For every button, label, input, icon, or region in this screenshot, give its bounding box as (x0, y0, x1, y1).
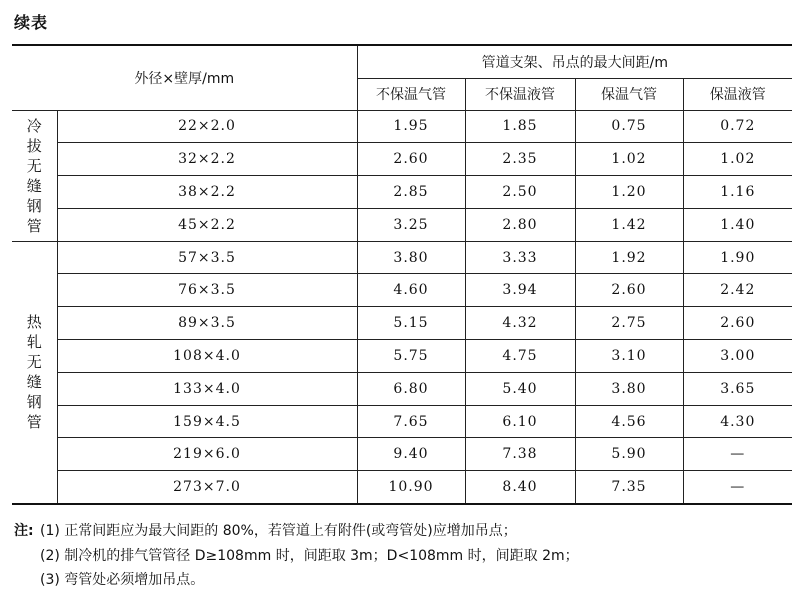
spacing-value-cell: 1.42 (575, 208, 683, 241)
spacing-value-cell: 3.65 (683, 372, 792, 405)
spacing-value-cell: 4.75 (465, 340, 575, 373)
spacing-value-cell: 5.40 (465, 372, 575, 405)
size-cell: 45×2.2 (57, 208, 357, 241)
table-row (12, 176, 792, 209)
note-item: (1) 正常间距应为最大间距的 80%，若管道上有附件(或弯管处)应增加吊点； (40, 523, 517, 539)
spacing-value-cell: 3.00 (683, 340, 792, 373)
size-cell: 76×3.5 (57, 274, 357, 307)
spacing-value-cell: 3.10 (575, 340, 683, 373)
column-header-uninsulated-gas: 不保温气管 (357, 78, 465, 110)
spacing-value-cell: 2.50 (465, 176, 575, 209)
spacing-value-cell: 6.80 (357, 372, 465, 405)
spacing-value-cell: 7.38 (465, 438, 575, 471)
spacing-value-cell: 4.32 (465, 307, 575, 340)
spacing-value-cell: — (683, 438, 792, 471)
spacing-value-cell: 1.95 (357, 110, 465, 143)
spacing-value-cell: 2.85 (357, 176, 465, 209)
spacing-value-cell: — (683, 471, 792, 504)
spacing-value-cell: 3.25 (357, 208, 465, 241)
pipe-type-label-char: 缝 (26, 176, 42, 195)
pipe-type-label-char: 冷 (26, 116, 42, 135)
note-item: (3) 弯管处必须增加吊点。 (40, 572, 205, 588)
size-cell: 159×4.5 (57, 405, 357, 438)
size-cell: 108×4.0 (57, 340, 357, 373)
spacing-value-cell: 2.42 (683, 274, 792, 307)
spacing-value-cell: 5.90 (575, 438, 683, 471)
spacing-value-cell: 2.35 (465, 143, 575, 176)
spacing-value-cell: 5.15 (357, 307, 465, 340)
table-caption: 续表 (14, 13, 49, 32)
spacing-value-cell: 1.40 (683, 208, 792, 241)
notes (40, 519, 579, 593)
pipe-type-label (12, 241, 57, 503)
size-cell: 89×3.5 (57, 307, 357, 340)
pipe-type-label-char: 拔 (26, 136, 42, 155)
pipe-type-label-char: 无 (26, 156, 42, 175)
table-row (12, 307, 792, 340)
pipe-type-label-char: 钢 (26, 196, 42, 215)
pipe-type-label-char: 缝 (26, 373, 42, 392)
size-column-header: 外径×壁厚/mm (12, 45, 357, 110)
spacing-value-cell: 2.60 (357, 143, 465, 176)
size-cell: 133×4.0 (57, 372, 357, 405)
spacing-value-cell: 9.40 (357, 438, 465, 471)
pipe-type-label-char: 钢 (26, 393, 42, 412)
spacing-value-cell: 1.92 (575, 241, 683, 274)
table-row (12, 208, 792, 241)
spacing-value-cell: 0.72 (683, 110, 792, 143)
spacing-value-cell: 8.40 (465, 471, 575, 504)
pipe-support-spacing-table (12, 44, 792, 505)
column-header-insulated-liquid: 保温液管 (683, 78, 792, 110)
spacing-value-cell: 2.80 (465, 208, 575, 241)
pipe-type-label-char: 无 (26, 353, 42, 372)
spacing-group-header: 管道支架、吊点的最大间距/m (357, 45, 792, 78)
spacing-value-cell: 1.02 (575, 143, 683, 176)
pipe-type-label-char: 热 (26, 313, 42, 332)
spacing-value-cell: 3.80 (357, 241, 465, 274)
size-cell: 273×7.0 (57, 471, 357, 504)
pipe-type-label-char: 管 (26, 216, 42, 235)
table-row (12, 340, 792, 373)
spacing-value-cell: 1.85 (465, 110, 575, 143)
spacing-value-cell: 2.75 (575, 307, 683, 340)
spacing-value-cell: 1.90 (683, 241, 792, 274)
table-row (12, 405, 792, 438)
spacing-value-cell: 1.02 (683, 143, 792, 176)
pipe-type-label-char: 轧 (26, 333, 42, 352)
spacing-value-cell: 0.75 (575, 110, 683, 143)
table-row (12, 471, 792, 504)
spacing-value-cell: 7.65 (357, 405, 465, 438)
size-cell: 219×6.0 (57, 438, 357, 471)
spacing-value-cell: 10.90 (357, 471, 465, 504)
spacing-value-cell: 1.20 (575, 176, 683, 209)
table-row (12, 372, 792, 405)
pipe-type-label-char: 管 (26, 413, 42, 432)
column-header-insulated-gas: 保温气管 (575, 78, 683, 110)
spacing-value-cell: 4.56 (575, 405, 683, 438)
size-cell: 38×2.2 (57, 176, 357, 209)
table-body (12, 110, 792, 504)
spacing-value-cell: 7.35 (575, 471, 683, 504)
spacing-value-cell: 4.60 (357, 274, 465, 307)
size-cell: 57×3.5 (57, 241, 357, 274)
spacing-value-cell: 2.60 (575, 274, 683, 307)
table-row (12, 241, 792, 274)
spacing-value-cell: 3.80 (575, 372, 683, 405)
notes-label: 注: (14, 523, 34, 539)
spacing-value-cell: 4.30 (683, 405, 792, 438)
note-item: (2) 制冷机的排气管管径 D≥108mm 时，间距取 3m；D<108mm 时，间距取 2m； (40, 547, 579, 564)
table-row (12, 110, 792, 143)
spacing-value-cell: 1.16 (683, 176, 792, 209)
spacing-value-cell: 5.75 (357, 340, 465, 373)
spacing-value-cell: 2.60 (683, 307, 792, 340)
spacing-value-cell: 6.10 (465, 405, 575, 438)
column-header-uninsulated-liquid: 不保温液管 (465, 78, 575, 110)
pipe-type-label (12, 110, 57, 241)
spacing-value-cell: 3.94 (465, 274, 575, 307)
table-row (12, 274, 792, 307)
spacing-value-cell: 3.33 (465, 241, 575, 274)
table-row (12, 143, 792, 176)
size-cell: 32×2.2 (57, 143, 357, 176)
size-cell: 22×2.0 (57, 110, 357, 143)
table-row (12, 438, 792, 471)
